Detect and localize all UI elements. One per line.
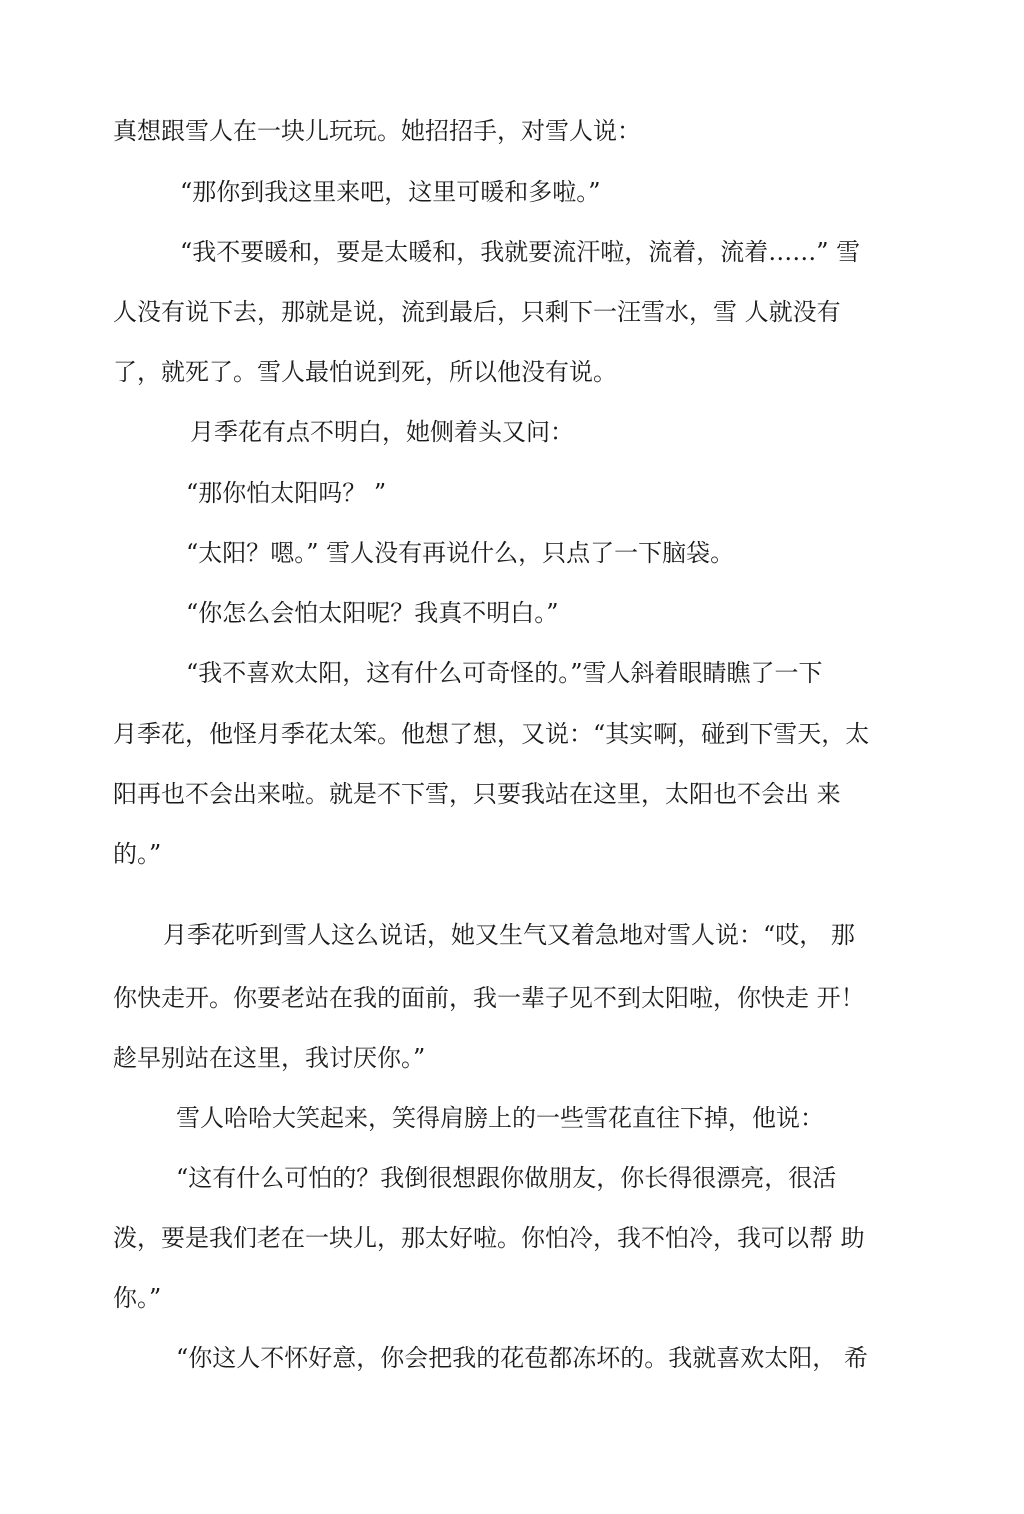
text-line-15: 你快走开。你要老站在我的面前，我一辈子见不到太阳啦，你快走 开！ bbox=[113, 984, 865, 1012]
text-line-14: 月季花听到雪人这么说话，她又生气又着急地对雪人说：“哎， 那 bbox=[163, 921, 855, 949]
text-line-10: “我不喜欢太阳，这有什么可奇怪的。”雪人斜着眼睛瞧了一下 bbox=[186, 659, 823, 687]
text-line-21: “你这人不怀好意，你会把我的花苞都冻坏的。我就喜欢太阳， 希 bbox=[176, 1344, 868, 1372]
text-line-16: 趁早别站在这里，我讨厌你。” bbox=[113, 1044, 426, 1072]
text-line-1: 真想跟雪人在一块儿玩玩。她招招手，对雪人说： bbox=[113, 117, 641, 145]
text-line-8: “太阳？嗯。” 雪人没有再说什么，只点了一下脑袋。 bbox=[186, 539, 735, 567]
text-line-6: 月季花有点不明白，她侧着头又问： bbox=[190, 418, 574, 446]
text-line-20: 你。” bbox=[113, 1284, 162, 1312]
text-line-13: 的。” bbox=[113, 840, 162, 868]
text-line-7: “那你怕太阳吗？ ” bbox=[186, 479, 387, 507]
text-line-17: 雪人哈哈大笑起来，笑得肩膀上的一些雪花直往下掉，他说： bbox=[176, 1104, 824, 1132]
text-line-2: “那你到我这里来吧，这里可暖和多啦。” bbox=[180, 178, 601, 206]
text-line-11: 月季花，他怪月季花太笨。他想了想，又说：“其实啊，碰到下雪天，太 bbox=[113, 720, 870, 748]
text-line-12: 阳再也不会出来啦。就是不下雪，只要我站在这里，太阳也不会出 来 bbox=[113, 780, 841, 808]
text-line-9: “你怎么会怕太阳呢？我真不明白。” bbox=[186, 599, 559, 627]
text-line-18: “这有什么可怕的？我倒很想跟你做朋友，你长得很漂亮，很活 bbox=[176, 1164, 837, 1192]
text-line-4: 人没有说下去，那就是说，流到最后，只剩下一汪雪水，雪 人就没有 bbox=[113, 298, 841, 326]
text-line-5: 了，就死了。雪人最怕说到死，所以他没有说。 bbox=[113, 358, 617, 386]
text-line-3: “我不要暖和，要是太暖和，我就要流汗啦，流着，流着……” 雪 bbox=[180, 238, 861, 266]
text-line-19: 泼，要是我们老在一块儿，那太好啦。你怕冷，我不怕冷，我可以帮 助 bbox=[113, 1224, 865, 1252]
